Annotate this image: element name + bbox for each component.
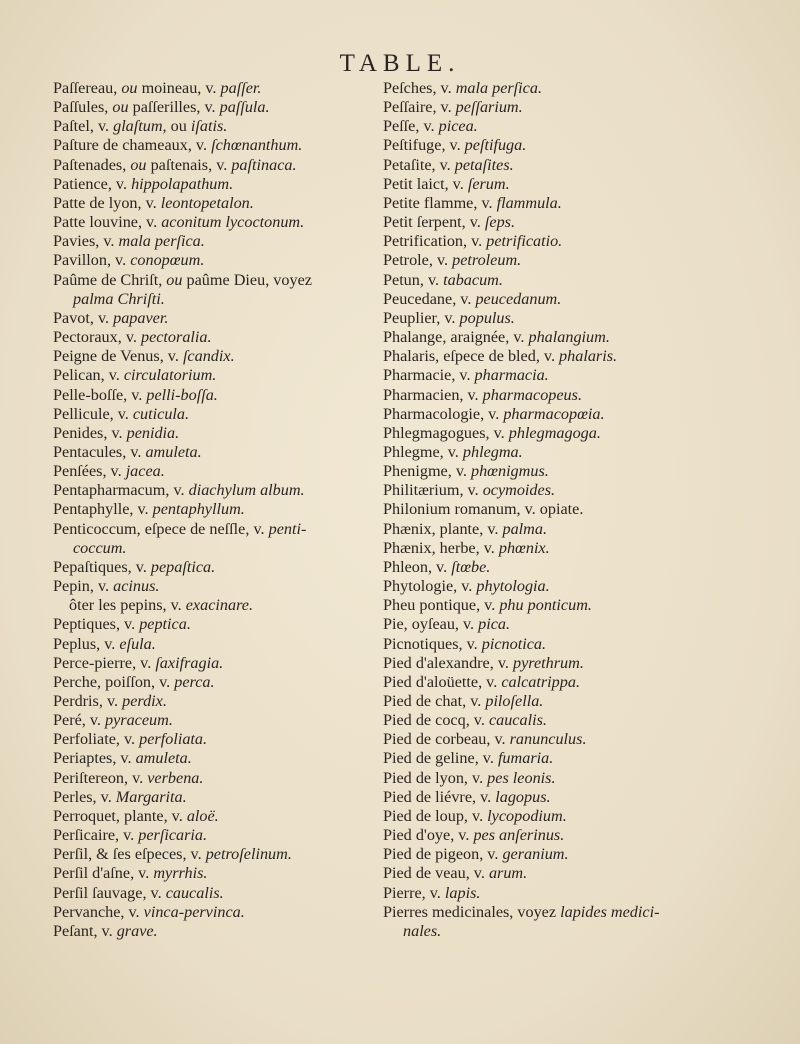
index-entry: Pheu pontique, v. phu ponticum. [383,596,592,615]
index-entry: palma Chriſti. [73,289,165,308]
index-entry: Pelle-boſſe, v. pelli-boſſa. [53,385,218,404]
index-entry: Patte louvine, v. aconitum lycoctonum. [53,213,305,232]
index-entry: Perfoliate, v. perfoliata. [53,730,208,749]
index-entry: Petite flamme, v. flammula. [383,193,562,212]
index-entry: Pelican, v. circulatorium. [53,366,217,385]
index-entry: Phlegme, v. phlegma. [383,442,523,461]
index-entry: Peſant, v. grave. [53,921,158,940]
index-entry: Picnotiques, v. picnotica. [383,634,547,653]
index-entry: Peſches, v. mala perſica. [383,79,543,97]
index-entry: Phlegmagogues, v. phlegmagoga. [383,423,601,442]
index-entry: Peſſaire, v. peſſarium. [383,98,523,117]
index-entry: Pied de lyon, v. pes leonis. [383,768,556,787]
index-entry: Pharmacologie, v. pharmacopœia. [383,404,605,423]
index-entry: Paûme de Chriſt, ou paûme Dieu, voyez [53,270,312,289]
index-entry: Patte de lyon, v. leontopetalon. [53,193,254,212]
index-entry: Perdris, v. perdix. [53,692,167,710]
index-entry: Phytologie, v. phytologia. [383,577,550,596]
index-entry: Petit ſerpent, v. ſeps. [383,213,516,232]
index-entry: Pectoraux, v. pectoralia. [53,328,212,347]
index-entry: Periſtereon, v. verbena. [53,768,204,787]
index-entry: Petit laict, v. ſerum. [383,174,510,193]
index-entry: coccum. [73,538,127,557]
index-entry: Pierres medicinales, voyez lapides medici- [383,902,660,921]
index-entry: Pied de loup, v. lycopodium. [383,806,567,825]
index-entry: Pied de chat, v. piloſella. [383,692,544,710]
index-entry: Paſſules, ou paſſerilles, v. paſſula. [53,98,270,117]
index-entry: Peſtifuge, v. peſtifuga. [383,136,527,155]
index-entry: Phænix, plante, v. palma. [383,519,547,538]
index-entry: Perroquet, plante, v. aloë. [53,806,219,825]
index-entry: Patience, v. hippolapathum. [53,174,234,193]
index-entry: Paſſereau, ou moineau, v. paſſer. [53,79,262,97]
index-entry: Pharmacien, v. pharmacopeus. [383,385,583,404]
index-entry: Pied de pigeon, v. geranium. [383,845,569,864]
index-entry: Penides, v. penidia. [53,423,180,442]
index-entry: Phleon, v. ſtœbe. [383,557,491,576]
index-entry: Pentapharmacum, v. diachylum album. [53,481,305,500]
index-entry: Perce-pierre, v. ſaxifragia. [53,653,224,672]
index-entry: Pied d'aloüette, v. calcatrippa. [383,672,580,691]
index-entry: Philitærium, v. ocymoides. [383,481,556,500]
index-entry: Philonium romanum, v. opiate. [383,500,584,519]
index-entry: Paſtenades, ou paſtenais, v. paſtinaca. [53,155,297,174]
index-entry: Perſil d'aſne, v. myrrhis. [53,864,208,883]
index-entry: Petrole, v. petroleum. [383,251,522,270]
index-entry: Phenigme, v. phœnigmus. [383,462,549,481]
index-entry: Perſicaire, v. perſicaria. [53,826,208,845]
index-entry: ôter les pepins, v. exacinare. [69,596,253,615]
index-entry: Pierre, v. lapis. [383,883,481,902]
index-entry: Petaſite, v. petaſites. [383,155,514,174]
index-entry: Pellicule, v. cuticula. [53,404,190,423]
index-entry: Peſſe, v. picea. [383,117,478,136]
index-entry: Petun, v. tabacum. [383,270,503,289]
index-entry: Peplus, v. eſula. [53,634,156,653]
index-entry: Pharmacie, v. pharmacia. [383,366,549,385]
index-entry: Peptiques, v. peptica. [53,615,191,634]
index-entry: Pied d'alexandre, v. pyrethrum. [383,653,584,672]
index-entry: Pavillon, v. conopœum. [53,251,205,270]
index-entry: Perles, v. Margarita. [53,787,187,806]
index-entry: Penticoccum, eſpece de neſſle, v. penti- [53,519,307,538]
index-entry: Pied d'oye, v. pes anſerinus. [383,826,565,845]
page-title: TABLE. [339,50,461,77]
index-entry: Pervanche, v. vinca-pervinca. [53,902,245,921]
index-entry: Pie, oyſeau, v. pica. [383,615,511,634]
index-entry: Peuplier, v. populus. [383,308,515,327]
index-entry: Pied de veau, v. arum. [383,864,528,883]
index-entry: Pavies, v. mala perſica. [53,232,205,251]
index-entry: Periaptes, v. amuleta. [53,749,192,768]
index-entry: Phalaris, eſpece de bled, v. phalaris. [383,347,618,366]
index-entry: Pavot, v. papaver. [53,308,169,327]
left-column [53,79,375,941]
index-entry: Perſil, & ſes eſpeces, v. petroſelinum. [53,845,292,864]
index-entry: Penſées, v. jacea. [53,462,165,481]
index-entry: Perche, poiſſon, v. perca. [53,672,215,691]
index-entry: Pied de cocq, v. caucalis. [383,711,547,730]
index-entry: Pentaphylle, v. pentaphyllum. [53,500,245,519]
index-entry: Peucedane, v. peucedanum. [383,289,562,308]
index-entry: Petrification, v. petrificatio. [383,232,563,251]
index-entry: Paſtel, v. glaſtum, ou iſatis. [53,117,228,136]
index-entry: Peigne de Venus, v. ſcandix. [53,347,235,366]
right-column [383,79,683,941]
index-entry: Perſil ſauvage, v. caucalis. [53,883,224,902]
index-entry: Peré, v. pyraceum. [53,711,173,730]
index-entry: Pied de liévre, v. lagopus. [383,787,551,806]
index-entry: Pied de corbeau, v. ranunculus. [383,730,587,749]
index-entry: Phalange, araignée, v. phalangium. [383,328,610,347]
index-entry: Paſture de chameaux, v. ſchœnanthum. [53,136,303,155]
index-entry: Pentacules, v. amuleta. [53,442,202,461]
index-entry: Pepaſtiques, v. pepaſtica. [53,557,216,576]
index-entry: Pied de geline, v. fumaria. [383,749,554,768]
index-entry: nales. [403,921,442,940]
index-entry: Phænix, herbe, v. phœnix. [383,538,550,557]
index-entry: Pepin, v. acinus. [53,577,160,596]
